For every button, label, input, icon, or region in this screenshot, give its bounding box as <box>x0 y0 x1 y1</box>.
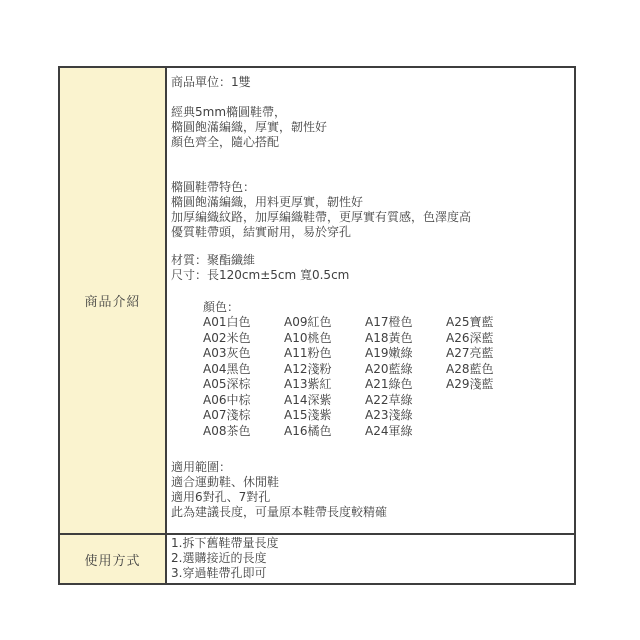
text-line: 顏色齊全，隨心搭配 <box>171 135 280 149</box>
color-column-1 <box>203 315 284 439</box>
color-option: A04黑色 <box>203 361 251 376</box>
text-line: 橢圓鞋帶特色： <box>171 180 256 194</box>
unit-line <box>171 75 570 90</box>
color-option: A16橘色 <box>284 423 332 438</box>
color-option: A01白色 <box>203 315 251 329</box>
features-paragraph <box>171 180 570 240</box>
text-line: 優質鞋帶頭，結實耐用，易於穿孔 <box>171 225 352 239</box>
text-line: 適用6對孔、7對孔 <box>171 490 271 504</box>
usage-step-line: 3.穿過鞋帶孔即可 <box>171 566 267 580</box>
color-option: A23淺綠 <box>365 408 413 422</box>
color-option: A14深紫 <box>284 392 332 407</box>
color-option: A19嫩綠 <box>365 346 413 360</box>
usage-step-line: 2.選購接近的長度 <box>171 551 267 565</box>
color-option: A13紫紅 <box>284 377 332 391</box>
color-option: A26深藍 <box>446 330 494 345</box>
color-option: A08茶色 <box>203 423 251 438</box>
color-option: A20藍綠 <box>365 361 413 376</box>
color-option: A29淺藍 <box>446 377 494 391</box>
text-line: 尺寸：長120cm±5cm 寬0.5cm <box>171 268 350 282</box>
color-option: A25寶藍 <box>446 315 494 329</box>
text-line: 橢圓飽滿編織，厚實，韌性好 <box>171 120 328 134</box>
usage-step-line: 1.拆下舊鞋帶量長度 <box>171 536 279 550</box>
text-line: 商品單位：1雙 <box>171 75 251 89</box>
intro-content-cell <box>167 68 574 535</box>
color-option: A17橙色 <box>365 315 413 329</box>
color-option: A22草綠 <box>365 392 413 407</box>
text-line: 橢圓飽滿編織，用料更厚實，韌性好 <box>171 195 364 209</box>
scope-paragraph <box>171 460 570 520</box>
text-line: 經典5mm橢圓鞋帶， <box>171 105 287 119</box>
text-line: 適用範圍： <box>171 460 232 474</box>
color-option: A21綠色 <box>365 377 413 391</box>
text-line: 材質：聚酯纖維 <box>171 253 256 267</box>
color-option: A27亮藍 <box>446 346 494 360</box>
color-option: A10桃色 <box>284 330 332 345</box>
description-paragraph <box>171 105 570 150</box>
color-option: A28藍色 <box>446 361 494 376</box>
color-option: A24軍綠 <box>365 423 413 438</box>
color-column-3 <box>365 315 446 439</box>
color-option: A05深棕 <box>203 377 251 391</box>
color-options-grid <box>203 315 570 439</box>
color-option: A07淺棕 <box>203 408 251 422</box>
product-info-table <box>58 66 576 585</box>
color-option: A09紅色 <box>284 315 332 329</box>
row-label-usage: 使用方式 <box>60 535 167 583</box>
color-option: A06中棕 <box>203 392 251 407</box>
color-option: A15淺紫 <box>284 408 332 422</box>
row-label-intro: 商品介紹 <box>60 68 167 535</box>
color-option: A11粉色 <box>284 346 332 360</box>
text-line: 此為建議長度，可量原本鞋帶長度較精確 <box>171 505 388 519</box>
usage-content-cell <box>167 535 574 583</box>
text-line: 適合運動鞋、休閒鞋 <box>171 475 280 489</box>
specs-paragraph <box>171 253 570 283</box>
color-option: A02米色 <box>203 330 251 345</box>
color-column-2 <box>284 315 365 439</box>
text-line: 加厚編織紋路，加厚編織鞋帶，更厚實有質感，色澤度高 <box>171 210 472 224</box>
color-options-block <box>203 300 570 439</box>
color-option: A18黃色 <box>365 330 413 345</box>
color-option: A03灰色 <box>203 346 251 360</box>
color-options-title: 顏色： <box>203 300 240 314</box>
color-option: A12淺粉 <box>284 361 332 376</box>
color-column-4 <box>446 315 493 439</box>
